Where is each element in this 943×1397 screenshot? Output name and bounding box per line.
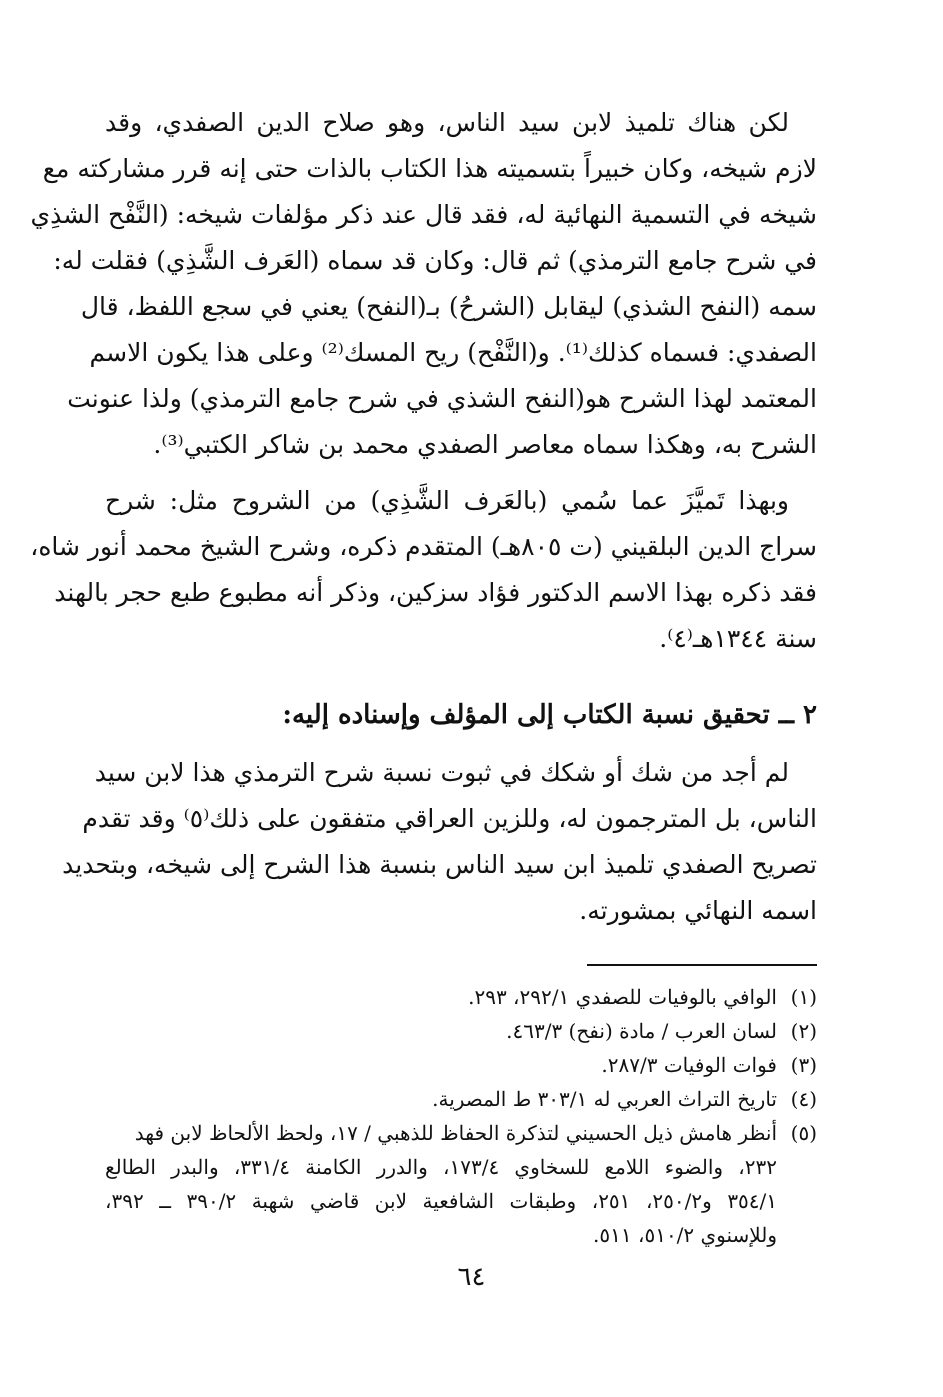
footnote-number: (٢) [790, 1019, 817, 1043]
page-body [30, 100, 817, 1252]
paragraph-1 [30, 100, 817, 468]
footnote-continuation-line: ٣٥٤/١ و٢٥٠/٢، ٢٥١، وطبقات الشافعية لابن قاضي شهبة ٣٩٠/٢ ــ ٣٩٢، [105, 1189, 778, 1213]
footnote-number: (٤) [790, 1087, 817, 1111]
footnote-divider [587, 964, 817, 966]
footnote-item [105, 1116, 817, 1150]
footnote-number: (٥) [790, 1121, 817, 1145]
footnotes [105, 980, 817, 1252]
footnote-text: فوات الوفيات ٢٨٧/٣. [601, 1053, 777, 1077]
footnote-item [105, 980, 817, 1014]
paragraph-line: سنة ١٣٤٤هـ⁽٤⁾. [659, 624, 817, 653]
paragraph-line: سمه (النفح الشذي) ليقابل (الشرحُ) بـ(النفح) يعني في سجع اللفظ، قال [80, 292, 817, 321]
paragraph-2 [30, 478, 817, 662]
paragraph-line: لكن هناك تلميذ لابن سيد الناس، وهو صلاح الدين الصفدي، وقد [105, 108, 789, 137]
paragraph-line: الصفدي: فسماه كذلك⁽¹⁾. و(النَّفْح) ريح المسك⁽²⁾ وعلى هذا يكون الاسم [89, 338, 817, 367]
paragraph-line: وبهذا تَميَّزَ عما سُمي (بالعَرف الشَّذِي) من الشروح مثل: شرح [105, 486, 789, 515]
footnote-number: (٣) [790, 1053, 817, 1077]
paragraph-line: اسمه النهائي بمشورته. [579, 896, 817, 925]
footnote-text: لسان العرب / مادة (نفح) ٤٦٣/٣. [506, 1019, 777, 1043]
paragraph-line: الشرح به، وهكذا سماه معاصر الصفدي محمد بن شاكر الكتبي⁽³⁾. [153, 430, 817, 459]
paragraph-3 [62, 750, 817, 934]
footnote-continuation-line: وللإسنوي ٥١٠/٢، ٥١١. [593, 1223, 777, 1247]
page-number: ٦٤ [457, 1262, 486, 1292]
paragraph-line: المعتمد لهذا الشرح هو(النفح الشذي في شرح جامع الترمذي) ولذا عنونت [67, 384, 817, 413]
footnote-item [105, 1082, 817, 1116]
paragraph-line: لازم شيخه، وكان خبيراً بتسميته هذا الكتاب بالذات حتى إنه قرر مشاركته مع [42, 154, 817, 183]
footnote-continuation-line: ٢٣٢، والضوء اللامع للسخاوي ١٧٣/٤، والدرر الكامنة ٣٣١/٤، والبدر الطالع [105, 1155, 777, 1179]
paragraph-line: شيخه في التسمية النهائية له، فقد قال عند ذكر مؤلفات شيخه: (النَّفْح الشذِي [30, 200, 817, 229]
footnote-number: (١) [790, 985, 817, 1009]
footnote-item [105, 1048, 817, 1082]
footnote-text: الوافي بالوفيات للصفدي ٢٩٢/١، ٢٩٣. [468, 985, 777, 1009]
footnote-text: أنظر هامش ذيل الحسيني لتذكرة الحفاظ للذهبي / ١٧، ولحظ الألحاظ لابن فهد [134, 1121, 777, 1145]
footnote-item [105, 1014, 817, 1048]
section-heading: ٢ ــ تحقيق نسبة الكتاب إلى المؤلف وإسناده إليه: [282, 700, 817, 730]
paragraph-line: سراج الدين البلقيني (ت ٨٠٥هـ) المتقدم ذكره، وشرح الشيخ محمد أنور شاه، [30, 532, 817, 561]
paragraph-line: فقد ذكره بهذا الاسم الدكتور فؤاد سزكين، وذكر أنه مطبوع طبع حجر بالهند [54, 578, 817, 607]
paragraph-line: في شرح جامع الترمذي) ثم قال: وكان قد سماه (العَرف الشَّذِي) فقلت له: [53, 246, 817, 275]
footnote-text: تاريخ التراث العربي له ٣٠٣/١ ط المصرية. [432, 1087, 777, 1111]
paragraph-line: الناس، بل المترجمون له، وللزين العراقي متفقون على ذلك⁽٥⁾ وقد تقدم [82, 804, 817, 833]
paragraph-line: لم أجد من شك أو شكك في ثبوت نسبة شرح الترمذي هذا لابن سيد [94, 758, 789, 787]
paragraph-line: تصريح الصفدي تلميذ ابن سيد الناس بنسبة هذا الشرح إلى شيخه، وبتحديد [62, 850, 817, 879]
